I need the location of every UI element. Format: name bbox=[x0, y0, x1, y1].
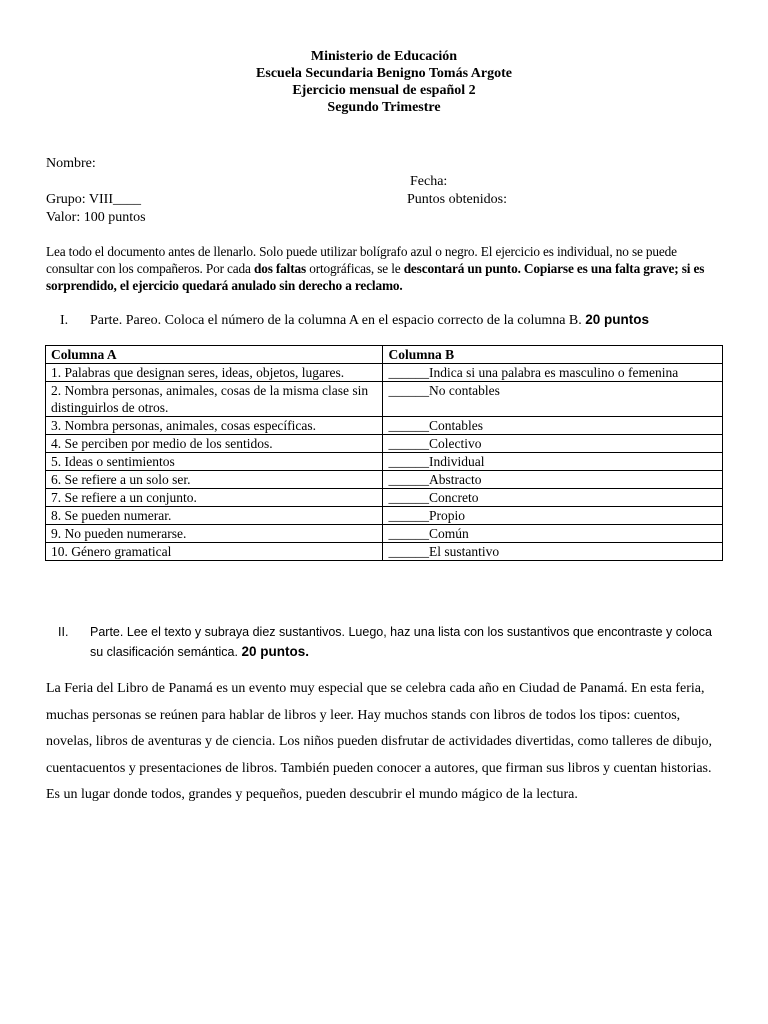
table-row bbox=[46, 435, 723, 453]
column-a-cell: 1. Palabras que designan seres, ideas, objetos, lugares. bbox=[46, 364, 383, 382]
section-1-number: I. bbox=[60, 313, 69, 328]
column-a-cell: 6. Se refiere a un solo ser. bbox=[46, 471, 383, 489]
section-1-text: Parte. Pareo. Coloca el número de la columna A en el espacio correcto de la columna B. bbox=[90, 313, 586, 328]
section-1-heading bbox=[60, 311, 740, 329]
instructions-bold-2: descontará un punto. Copiarse es una falta grave; si es sorprendido, el ejercicio quedará anulado sin derecho a reclamo. bbox=[46, 261, 705, 293]
table-row bbox=[46, 453, 723, 471]
column-a-cell: 2. Nombra personas, animales, cosas de la misma clase sin distinguirlos de otros. bbox=[46, 382, 383, 417]
table-row bbox=[46, 417, 723, 435]
document-header bbox=[0, 48, 768, 116]
matching-table bbox=[45, 345, 723, 561]
table-row bbox=[46, 471, 723, 489]
column-b-cell[interactable]: ______Indica si una palabra es masculino o femenina bbox=[383, 364, 723, 382]
instructions-paragraph bbox=[46, 243, 726, 294]
instructions-text-1: Lea todo el documento antes de llenarlo. Solo puede utilizar bolígrafo azul o negro. El ejercicio es individual, no se puede consultar con los compañeros. Por cada bbox=[46, 244, 677, 276]
section-2-number: II. bbox=[58, 625, 69, 639]
column-b-cell[interactable]: ______Colectivo bbox=[383, 435, 723, 453]
table-row bbox=[46, 489, 723, 507]
table-row bbox=[46, 382, 723, 417]
column-a-cell: 4. Se perciben por medio de los sentidos. bbox=[46, 435, 383, 453]
table-row bbox=[46, 525, 723, 543]
column-b-header: Columna B bbox=[383, 346, 723, 364]
table-header-row bbox=[46, 346, 723, 364]
column-b-cell[interactable]: ______Común bbox=[383, 525, 723, 543]
section-2-heading bbox=[58, 622, 728, 662]
section-1-points: 20 puntos bbox=[585, 312, 650, 327]
reading-passage: La Feria del Libro de Panamá es un evento muy especial que se celebra cada año en Ciudad de Panamá. En esta feria, muchas personas se reúnen para hablar de libros y leer. Hay muchos stands con libros de todos los tipos: cuentos, novelas, libros de aventuras y de ciencia. Los niños pueden disfrutar de actividades divertidas, como talleres de dibujo, cuentacuentos y presentaciones de libros. También pueden conocer a autores, que firman sus libros y cuentan historias. Es un lugar donde todos, grandes y pequeños, pueden descubrir el mundo mágico de la lectura. bbox=[46, 681, 712, 802]
header-exercise: Ejercicio mensual de español 2 bbox=[292, 83, 476, 98]
field-fecha: Fecha: bbox=[410, 174, 448, 189]
column-a-header: Columna A bbox=[46, 346, 383, 364]
header-ministry: Ministerio de Educación bbox=[310, 49, 458, 64]
column-b-cell[interactable]: ______Concreto bbox=[383, 489, 723, 507]
section-2-points: 20 puntos. bbox=[241, 644, 309, 659]
column-a-cell: 3. Nombra personas, animales, cosas específicas. bbox=[46, 417, 383, 435]
header-school: Escuela Secundaria Benigno Tomás Argote bbox=[256, 66, 512, 81]
column-b-cell[interactable]: ______El sustantivo bbox=[383, 543, 723, 561]
section-2-instructions bbox=[90, 622, 728, 662]
column-b-cell[interactable]: ______No contables bbox=[383, 382, 723, 417]
column-a-cell: 5. Ideas o sentimientos bbox=[46, 453, 383, 471]
field-grupo: Grupo: VIII____ bbox=[46, 192, 142, 207]
column-a-cell: 8. Se pueden numerar. bbox=[46, 507, 383, 525]
instructions-text-2: ortográficas, se le bbox=[306, 261, 404, 276]
column-b-cell[interactable]: ______Individual bbox=[383, 453, 723, 471]
table-row bbox=[46, 507, 723, 525]
field-puntos-obtenidos: Puntos obtenidos: bbox=[407, 192, 507, 207]
column-a-cell: 7. Se refiere a un conjunto. bbox=[46, 489, 383, 507]
field-valor: Valor: 100 puntos bbox=[46, 210, 146, 225]
field-nombre: Nombre: bbox=[46, 156, 96, 171]
instructions-bold-1: dos faltas bbox=[253, 261, 307, 276]
column-b-cell[interactable]: ______Contables bbox=[383, 417, 723, 435]
section-2-text: Parte. Lee el texto y subraya diez sustantivos. Luego, haz una lista con los sustantivos que encontraste y coloca su clasificación semántica. bbox=[90, 625, 712, 659]
column-b-cell[interactable]: ______Propio bbox=[383, 507, 723, 525]
table-row bbox=[46, 543, 723, 561]
column-a-cell: 10. Género gramatical bbox=[46, 543, 383, 561]
header-trimester: Segundo Trimestre bbox=[327, 100, 441, 115]
column-b-cell[interactable]: ______Abstracto bbox=[383, 471, 723, 489]
table-row bbox=[46, 364, 723, 382]
column-a-cell: 9. No pueden numerarse. bbox=[46, 525, 383, 543]
